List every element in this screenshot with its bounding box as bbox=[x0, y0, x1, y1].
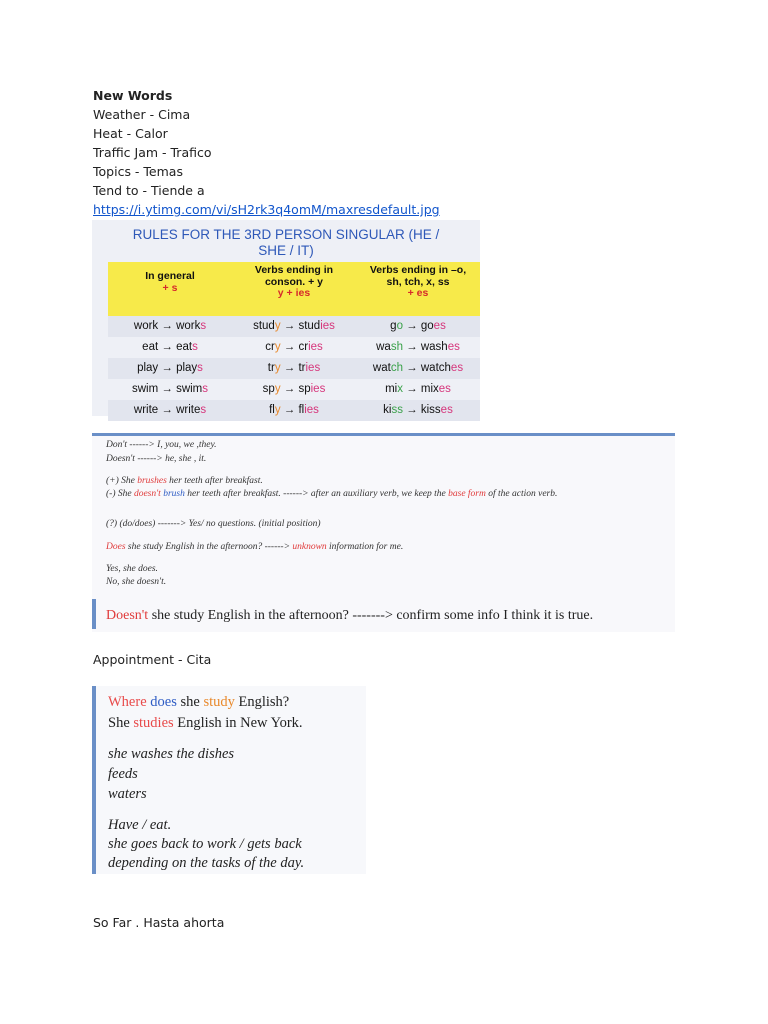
vocab-item: Tend to - Tiende a bbox=[93, 183, 205, 198]
note-line: No, she doesn't. bbox=[106, 577, 167, 587]
q-line: Have / eat. bbox=[108, 817, 172, 833]
note-line: Don't ------> I, you, we ,they. bbox=[106, 440, 217, 450]
rules-cell: try → tries bbox=[267, 362, 321, 374]
rules-cell: eat → eats bbox=[142, 341, 198, 353]
header-rule: + s bbox=[162, 281, 178, 294]
note-line: (-) She doesn't brush her teeth after breakfast. ------> after an auxiliary verb, we keep the base form of the action verb. bbox=[106, 489, 558, 499]
image-link[interactable]: https://i.ytimg.com/vi/sH2rk3q4omM/maxresdefault.jpg bbox=[93, 202, 440, 217]
rules-3rd-person-image bbox=[92, 220, 480, 416]
grammar-notes-image bbox=[92, 433, 675, 632]
rules-row bbox=[108, 400, 480, 421]
rules-cell: play → plays bbox=[137, 362, 203, 374]
rules-row bbox=[108, 337, 480, 358]
new-words-heading: New Words bbox=[93, 88, 173, 103]
q-line: she goes back to work / gets back bbox=[108, 836, 302, 852]
rules-cell: study → studies bbox=[253, 320, 335, 332]
q-line: waters bbox=[108, 786, 147, 802]
header-text: sh, tch, x, ss bbox=[386, 275, 450, 288]
rules-cell: wash → washes bbox=[376, 341, 460, 353]
rules-cell: kiss → kisses bbox=[383, 404, 453, 416]
q-line: Where does she study English? bbox=[108, 694, 290, 710]
question-examples-image bbox=[92, 686, 366, 874]
q-line: feeds bbox=[108, 766, 138, 782]
note-highlight-line: Doesn't she study English in the afternoon? -------> confirm some info I think it is true. bbox=[106, 608, 594, 623]
rules-cell: go → goes bbox=[390, 320, 446, 332]
rules-title bbox=[92, 227, 480, 259]
header-consonant-y bbox=[232, 262, 356, 319]
header-rule: + es bbox=[407, 287, 429, 299]
header-o-sh-tch bbox=[356, 262, 480, 319]
rules-row bbox=[108, 316, 480, 337]
accent-bar bbox=[92, 599, 96, 629]
note-line: Doesn't ------> he, she , it. bbox=[106, 454, 207, 464]
rules-row bbox=[108, 358, 480, 379]
rules-cell: cry → cries bbox=[265, 341, 323, 353]
rules-title-line1: RULES FOR THE 3RD PERSON SINGULAR (HE / bbox=[132, 227, 440, 242]
q-line: she washes the dishes bbox=[108, 746, 235, 762]
so-far-line: So Far . Hasta ahorta bbox=[93, 915, 225, 930]
q-line: She studies English in New York. bbox=[108, 715, 303, 731]
note-line: Yes, she does. bbox=[106, 564, 158, 574]
note-line: Does she study English in the afternoon? ------> unknown information for me. bbox=[106, 542, 404, 552]
vocab-item: Traffic Jam - Trafico bbox=[93, 145, 212, 160]
appointment-line: Appointment - Cita bbox=[93, 652, 212, 667]
rules-cell: fly → flies bbox=[269, 404, 319, 416]
vocab-item: Weather - Cima bbox=[93, 107, 191, 122]
vocab-item: Topics - Temas bbox=[93, 164, 183, 179]
rules-cell: write → writes bbox=[133, 404, 207, 416]
rules-cell: work → works bbox=[133, 320, 207, 332]
header-text: conson. + y bbox=[264, 275, 324, 288]
rules-title-line2: SHE / IT) bbox=[258, 243, 314, 258]
rules-header-row bbox=[108, 262, 480, 316]
rules-row bbox=[108, 379, 480, 400]
rules-cell: spy → spies bbox=[262, 383, 326, 395]
vocab-item: Heat - Calor bbox=[93, 126, 168, 141]
header-text: Verbs ending in bbox=[254, 264, 334, 276]
note-line: (+) She brushes her teeth after breakfast. bbox=[106, 476, 263, 486]
note-line: (?) (do/does) -------> Yes/ no questions. (initial position) bbox=[106, 519, 321, 529]
header-rule: y + ies bbox=[277, 287, 311, 299]
header-text: In general bbox=[145, 270, 195, 282]
q-line: depending on the tasks of the day. bbox=[108, 855, 305, 871]
rules-cell: watch → watches bbox=[372, 362, 464, 374]
header-text: Verbs ending in –o, bbox=[369, 264, 467, 276]
rules-cell: mix → mixes bbox=[385, 383, 451, 395]
rules-cell: swim → swims bbox=[131, 383, 209, 395]
